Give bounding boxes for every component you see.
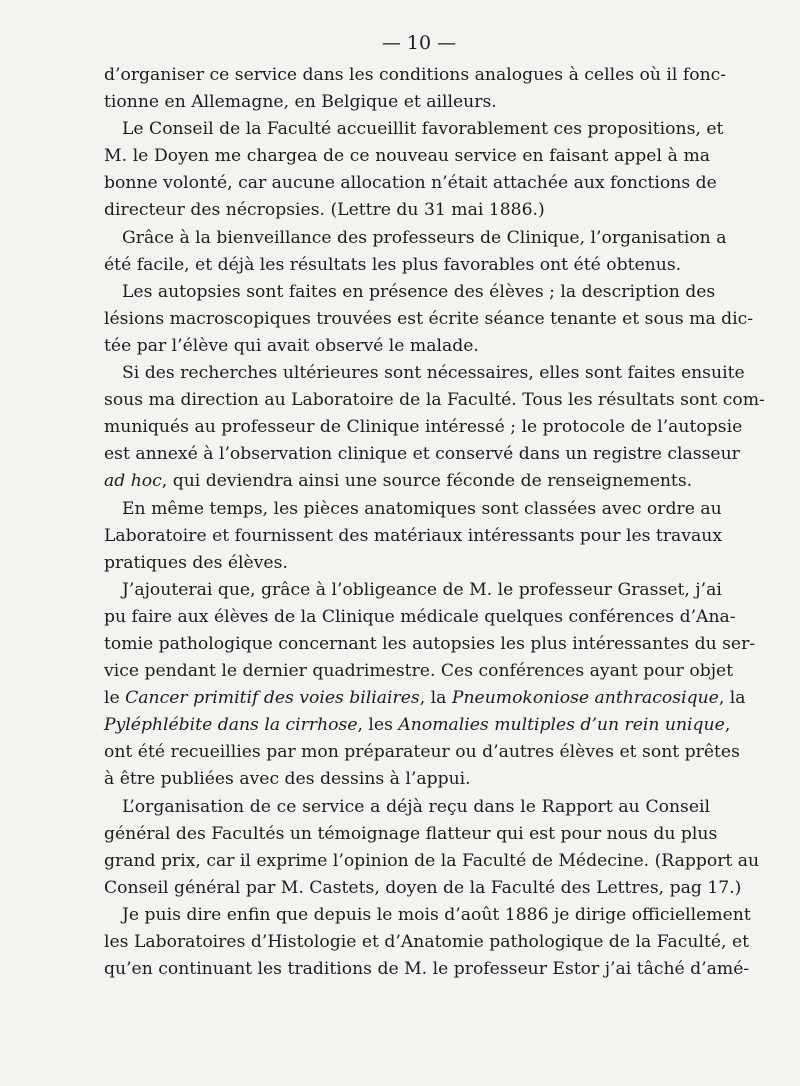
text-line: pratiques des élèves. [104,552,288,573]
text-line: vice pendant le dernier quadrimestre. Ces conférences ayant pour objet [104,661,734,682]
text-line: tionne en Allemagne, en Belgique et ailleurs. [104,92,497,113]
paragraph [104,360,765,495]
text-line: Si des recherches ultérieures sont nécessaires, elles sont faites ensuite [122,363,745,384]
italic-text: Anomalies multiples d’un rein unique [398,715,725,736]
italic-text: ad hoc [104,471,162,492]
text-line: Laboratoire et fournissent des matériaux intéressants pour les travaux [104,525,723,546]
text-line: Conseil général par M. Castets, doyen de la Faculté des Lettres, pag 17.) [104,877,742,898]
text-line: grand prix, car il exprime l’opinion de la Faculté de Médecine. (Rapport au [104,850,760,871]
body-text [104,62,765,983]
paragraph [104,225,727,279]
text-line: d’organiser ce service dans les conditions analogues à celles où il fonc- [104,65,727,85]
paragraph [104,62,727,116]
text-line: ad hoc, qui deviendra ainsi une source féconde de renseignements. [104,471,693,492]
paragraph [104,116,724,224]
text-line: Les autopsies sont faites en présence des élèves ; la description des [122,281,716,302]
paragraph [104,794,760,902]
text-line: Le Conseil de la Faculté accueillit favorablement ces propositions, et [122,119,724,140]
italic-text: Pneumokoniose anthracosique [451,688,719,709]
paragraph [104,496,723,577]
text-line: J’ajouterai que, grâce à l’obligeance de M. le professeur Grasset, j’ai [122,579,722,600]
text-line: tée par l’élève qui avait observé le malade. [104,335,479,356]
text-line: lésions macroscopiques trouvées est écrite séance tenante et sous ma dic- [104,308,754,329]
italic-text: Pyléphlébite dans la cirrhose [104,715,358,736]
text-line: été facile, et déjà les résultats les plus favorables ont été obtenus. [104,254,682,275]
text-line: M. le Doyen me chargea de ce nouveau service en faisant appel à ma [104,146,710,167]
text-line: bonne volonté, car aucune allocation n’était attachée aux fonctions de [104,173,717,194]
text-line: muniqués au professeur de Clinique intéressé ; le protocole de l’autopsie [104,417,743,438]
text-line: à être publiées avec des dessins à l’appui. [104,769,471,790]
text-line: est annexé à l’observation clinique et conservé dans un registre classeur [104,444,740,465]
text-line: général des Facultés un témoignage flatteur qui est pour nous du plus [104,823,718,844]
text-line: le Cancer primitif des voies biliaires, la Pneumokoniose anthracosique, la [104,688,746,709]
text-line: directeur des nécropsies. (Lettre du 31 mai 1886.) [104,200,545,221]
text-line: qu’en continuant les traditions de M. le professeur Estor j’ai tâché d’amé- [104,959,750,980]
paragraph [104,279,754,360]
text-line: Pyléphlébite dans la cirrhose, les Anomalies multiples d’un rein unique, [104,715,731,736]
text-line: Grâce à la bienveillance des professeurs de Clinique, l’organisation a [122,227,727,248]
text-line: ont été recueillies par mon préparateur ou d’autres élèves et sont prêtes [104,742,740,763]
text-line: L’organisation de ce service a déjà reçu dans le Rapport au Conseil [122,796,710,817]
paragraph [104,902,751,983]
text-line: sous ma direction au Laboratoire de la Faculté. Tous les résultats sont com- [104,390,765,411]
text-line: En même temps, les pièces anatomiques sont classées avec ordre au [122,498,722,519]
text-line: les Laboratoires d’Histologie et d’Anatomie pathologique de la Faculté, et [104,932,750,952]
page-number: — 10 — [381,32,457,54]
text-line: tomie pathologique concernant les autopsies les plus intéressantes du ser- [104,633,756,654]
text-line: Je puis dire enfin que depuis le mois d’août 1886 je dirige officiellement [122,904,751,925]
italic-text: Cancer primitif des voies biliaires [125,688,420,709]
paragraph [104,577,756,794]
text-line: pu faire aux élèves de la Clinique médicale quelques conférences d’Ana- [104,606,736,627]
